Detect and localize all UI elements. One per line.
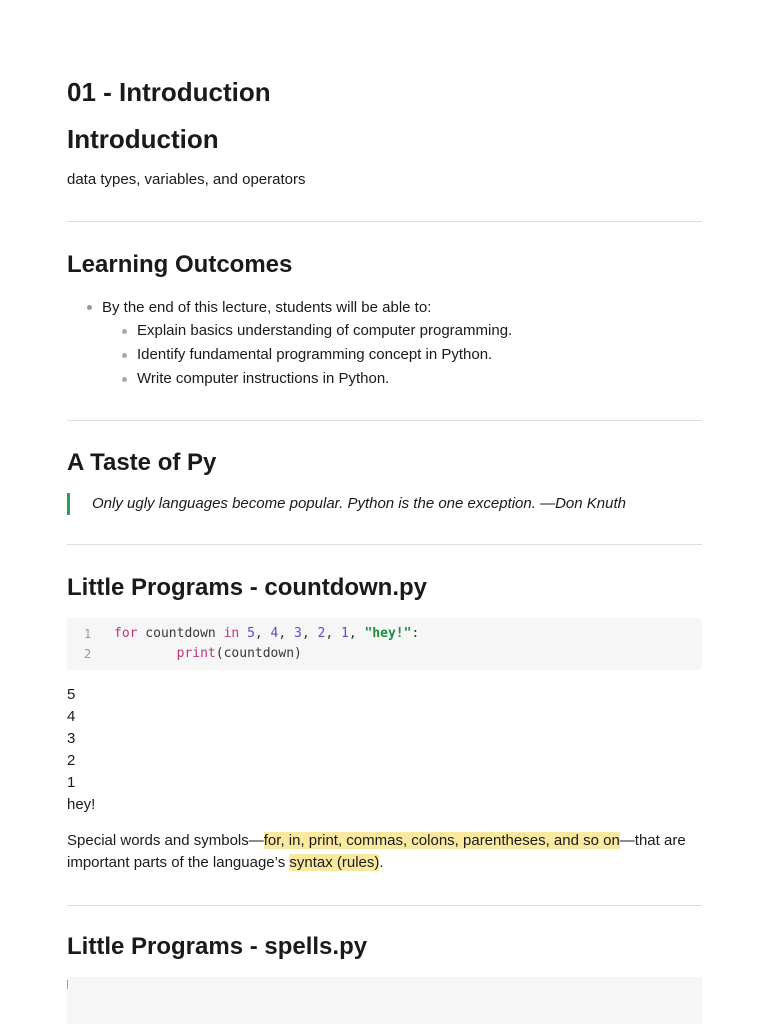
keyword-token: for [114,626,138,641]
code-token: , [301,626,318,641]
document-title: 01 - Introduction [67,77,271,107]
list-item: Write computer instructions in Python. [102,367,512,391]
blockquote [67,492,702,516]
highlighted-text: for, in, print, commas, colons, parentheses, and so on [263,832,620,849]
code-token: , [254,626,271,641]
function-token: print [176,646,216,661]
code-text [114,644,302,664]
highlighted-text: syntax (rules) [289,854,380,871]
list-item [67,296,512,391]
quote-text: Only ugly languages become popular. Python is the one exception. —Don Knuth [92,495,626,512]
code-text [114,624,419,644]
outcomes-sublist [102,319,512,391]
number-token: 2 [317,626,326,641]
countdown-heading: Little Programs - countdown.py [67,574,428,601]
code-line [67,624,702,644]
program-output [67,684,95,816]
taste-of-py-heading: A Taste of Py [67,449,217,476]
text-caret [67,980,68,989]
number-token: 4 [270,626,279,641]
learning-outcomes-list [67,296,512,391]
list-item: Identify fundamental programming concept in Python. [102,343,512,367]
spells-code-block[interactable] [67,977,702,1024]
keyword-token: in [223,626,240,641]
number-token: 5 [247,626,255,641]
section-divider [67,420,702,421]
code-token: : [411,626,420,641]
list-item: Explain basics understanding of computer programming. [102,319,512,343]
number-token: 1 [341,626,349,641]
learning-outcomes-heading: Learning Outcomes [67,251,293,278]
output-line: 1 [67,774,76,791]
code-token [239,626,247,641]
code-token [114,646,177,661]
code-token: countdown [137,626,224,641]
code-token: , [348,626,365,641]
string-token: "hey!" [364,626,412,641]
code-token: , [325,626,341,641]
quote-bar [67,493,70,515]
section-divider [67,544,702,545]
document-subtitle: data types, variables, and operators [67,171,306,188]
section-divider [67,905,702,906]
number-token: 3 [294,626,302,641]
code-line [67,644,702,664]
output-line: 2 [67,752,76,769]
output-line: 3 [67,730,76,747]
introduction-heading: Introduction [67,124,219,154]
line-number: 2 [84,647,92,661]
outcomes-intro: By the end of this lecture, students will be able to: [102,299,432,316]
output-line: 5 [67,686,76,703]
paragraph-text: . [379,854,384,871]
syntax-explanation [67,830,702,874]
code-token: (countdown) [215,646,302,661]
section-divider [67,221,702,222]
paragraph-text: —that are important parts of the language’s [67,832,686,871]
output-line: hey! [67,796,96,813]
output-line: 4 [67,708,76,725]
countdown-code-block[interactable] [67,618,702,670]
paragraph-text: Special words and symbols— [67,832,264,849]
line-number: 1 [84,627,92,641]
spells-heading: Little Programs - spells.py [67,933,368,960]
code-token: , [278,626,295,641]
